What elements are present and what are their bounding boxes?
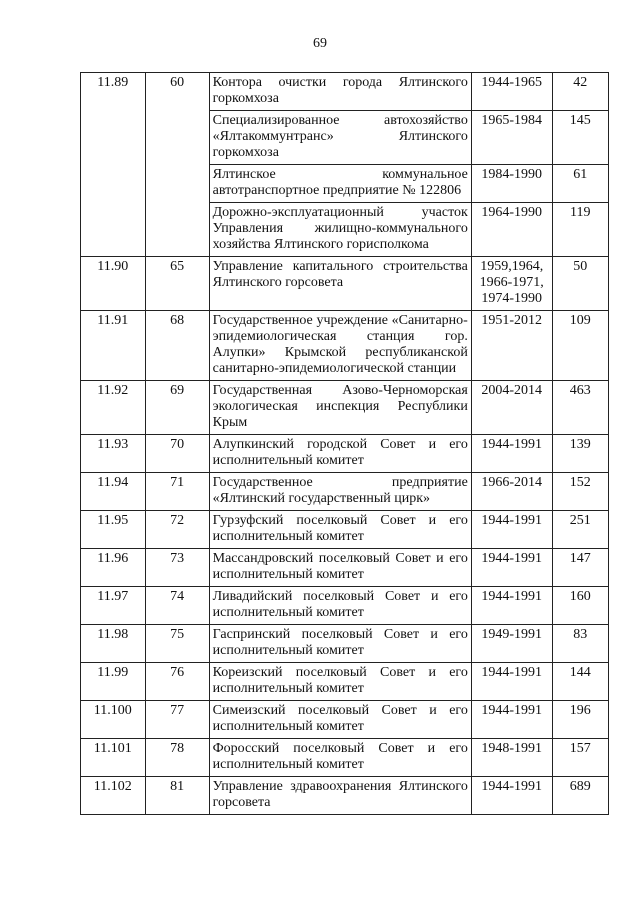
file-count-cell: 50 [552, 257, 608, 311]
fund-name-cell: Специализированное автохозяйство «Ялтакоммунтранс» Ялтинского горкомхоза [209, 111, 471, 165]
fund-name-cell: Кореизский поселковый Совет и его исполнительный комитет [209, 663, 471, 701]
page-number: 69 [313, 36, 327, 51]
fund-name-cell: Государственное учреждение «Санитарно-эпидемиологическая станция гор. Алупки» Крымской республиканской санитарно-эпидемиологической станции [209, 311, 471, 381]
fund-name-cell: Алупкинский городской Совет и его исполнительный комитет [209, 435, 471, 473]
archive-fund-table [80, 72, 609, 815]
date-range-cell: 1944-1991 [471, 663, 552, 701]
fund-name-cell: Государственное предприятие «Ялтинский государственный цирк» [209, 473, 471, 511]
item-number-cell: 11.93 [81, 435, 146, 473]
date-range-cell: 1949-1991 [471, 625, 552, 663]
table-row [81, 777, 609, 815]
table-row [81, 257, 609, 311]
file-count-cell: 251 [552, 511, 608, 549]
date-range-cell: 1948-1991 [471, 739, 552, 777]
table-row [81, 549, 609, 587]
date-range-cell: 1944-1965 [471, 73, 552, 111]
fund-name-cell: Ливадийский поселковый Совет и его исполнительный комитет [209, 587, 471, 625]
date-range-cell: 1944-1991 [471, 777, 552, 815]
date-range-cell: 1966-2014 [471, 473, 552, 511]
item-number-cell: 11.92 [81, 381, 146, 435]
fund-number-cell: 77 [145, 701, 209, 739]
file-count-cell: 109 [552, 311, 608, 381]
table-row [81, 473, 609, 511]
fund-number-cell: 65 [145, 257, 209, 311]
file-count-cell: 463 [552, 381, 608, 435]
fund-number-cell: 60 [145, 73, 209, 257]
date-range-cell: 1984-1990 [471, 165, 552, 203]
item-number-cell: 11.102 [81, 777, 146, 815]
date-range-cell: 1944-1991 [471, 511, 552, 549]
fund-name-cell: Дорожно-эксплуатационный участок Управления жилищно-коммунального хозяйства Ялтинского горисполкома [209, 203, 471, 257]
fund-number-cell: 68 [145, 311, 209, 381]
fund-name-cell: Государственная Азово-Черноморская экологическая инспекция Республики Крым [209, 381, 471, 435]
fund-number-cell: 74 [145, 587, 209, 625]
date-range-cell: 1944-1991 [471, 549, 552, 587]
fund-name-cell: Ялтинское коммунальное автотранспортное предприятие № 122806 [209, 165, 471, 203]
table-row [81, 625, 609, 663]
item-number-cell: 11.97 [81, 587, 146, 625]
file-count-cell: 147 [552, 549, 608, 587]
file-count-cell: 61 [552, 165, 608, 203]
table-row [81, 587, 609, 625]
fund-name-cell: Контора очистки города Ялтинского горкомхоза [209, 73, 471, 111]
fund-name-cell: Массандровский поселковый Совет и его исполнительный комитет [209, 549, 471, 587]
date-range-cell: 1944-1991 [471, 587, 552, 625]
fund-number-cell: 75 [145, 625, 209, 663]
item-number-cell: 11.99 [81, 663, 146, 701]
fund-number-cell: 71 [145, 473, 209, 511]
file-count-cell: 119 [552, 203, 608, 257]
fund-number-cell: 72 [145, 511, 209, 549]
file-count-cell: 160 [552, 587, 608, 625]
file-count-cell: 83 [552, 625, 608, 663]
date-range-cell: 1944-1991 [471, 701, 552, 739]
table-row [81, 739, 609, 777]
item-number-cell: 11.90 [81, 257, 146, 311]
table-row [81, 511, 609, 549]
file-count-cell: 157 [552, 739, 608, 777]
date-range-cell: 1951-2012 [471, 311, 552, 381]
date-range-cell: 1944-1991 [471, 435, 552, 473]
fund-number-cell: 69 [145, 381, 209, 435]
file-count-cell: 145 [552, 111, 608, 165]
file-count-cell: 152 [552, 473, 608, 511]
item-number-cell: 11.89 [81, 73, 146, 257]
table-row [81, 73, 609, 111]
fund-number-cell: 76 [145, 663, 209, 701]
fund-number-cell: 81 [145, 777, 209, 815]
file-count-cell: 42 [552, 73, 608, 111]
file-count-cell: 139 [552, 435, 608, 473]
file-count-cell: 144 [552, 663, 608, 701]
fund-number-cell: 78 [145, 739, 209, 777]
fund-name-cell: Симеизский поселковый Совет и его исполнительный комитет [209, 701, 471, 739]
fund-number-cell: 73 [145, 549, 209, 587]
table-body [81, 73, 609, 815]
fund-name-cell: Управление капитального строительства Ялтинского горсовета [209, 257, 471, 311]
table-row [81, 435, 609, 473]
item-number-cell: 11.94 [81, 473, 146, 511]
item-number-cell: 11.96 [81, 549, 146, 587]
date-range-cell: 2004-2014 [471, 381, 552, 435]
fund-name-cell: Гаспринский поселковый Совет и его исполнительный комитет [209, 625, 471, 663]
table-row [81, 311, 609, 381]
item-number-cell: 11.98 [81, 625, 146, 663]
table-row [81, 701, 609, 739]
file-count-cell: 689 [552, 777, 608, 815]
fund-name-cell: Управление здравоохранения Ялтинского горсовета [209, 777, 471, 815]
item-number-cell: 11.95 [81, 511, 146, 549]
date-range-cell: 1965-1984 [471, 111, 552, 165]
date-range-cell: 1959,1964, 1966-1971, 1974-1990 [471, 257, 552, 311]
fund-name-cell: Гурзуфский поселковый Совет и его исполнительный комитет [209, 511, 471, 549]
fund-name-cell: Форосский поселковый Совет и его исполнительный комитет [209, 739, 471, 777]
item-number-cell: 11.91 [81, 311, 146, 381]
item-number-cell: 11.100 [81, 701, 146, 739]
item-number-cell: 11.101 [81, 739, 146, 777]
file-count-cell: 196 [552, 701, 608, 739]
table-row [81, 663, 609, 701]
fund-number-cell: 70 [145, 435, 209, 473]
table-row [81, 381, 609, 435]
date-range-cell: 1964-1990 [471, 203, 552, 257]
